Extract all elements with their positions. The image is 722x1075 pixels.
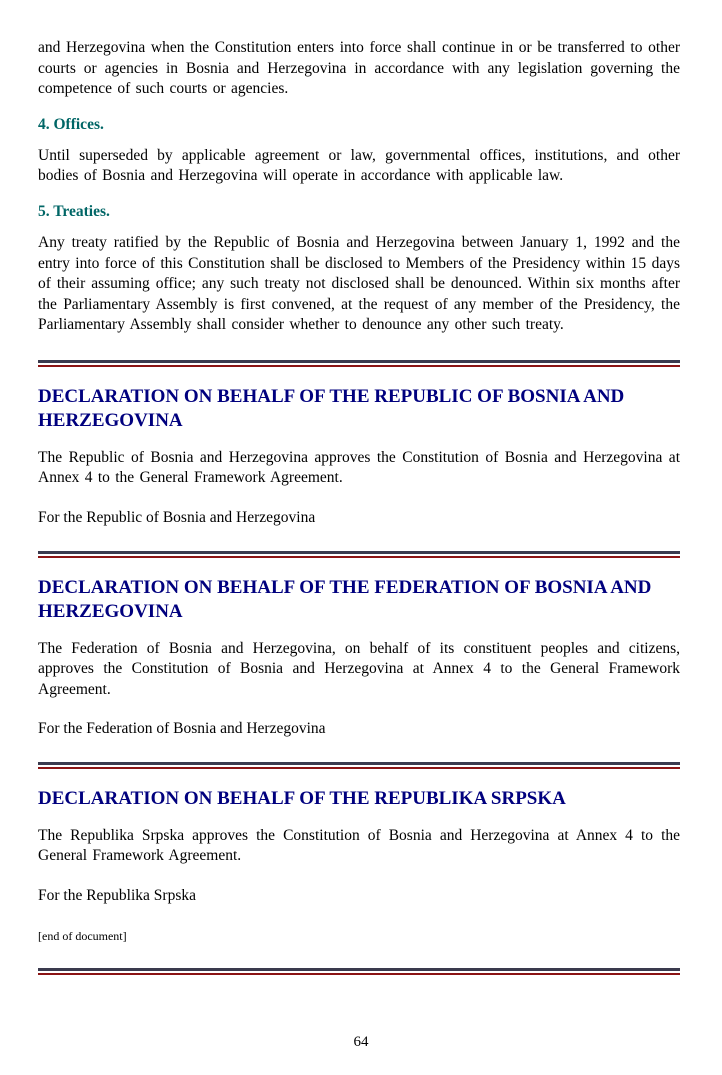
- separator-rule-maroon-line: [38, 365, 680, 367]
- section-body-treaties: Any treaty ratified by the Republic of Bosnia and Herzegovina between January 1, 1992 and the entry into force of this Constitution shall be disclosed to Members of the Presidency within 15 days of their assuming office; any such treaty not disclosed shall be denounced. Within six months after the Parliamentary Assembly is first convened, at the request of any member of the Presidency, the Parliamentary Assembly shall consider whether to denounce any other such treaty.: [38, 234, 680, 334]
- signature-line-republika-srpska: For the Republika Srpska: [38, 886, 196, 904]
- declaration-heading-federation: DECLARATION ON BEHALF OF THE FEDERATION OF BOSNIA AND HERZEGOVINA: [38, 576, 652, 623]
- signature-line-federation: For the Federation of Bosnia and Herzegovina: [38, 720, 326, 738]
- separator-rule-dark-line: [38, 551, 680, 554]
- declaration-heading-republic: DECLARATION ON BEHALF OF THE REPUBLIC OF BOSNIA AND HERZEGOVINA: [38, 386, 625, 432]
- separator-rule: [38, 968, 680, 975]
- separator-rule-dark-line: [38, 762, 680, 765]
- continuation-paragraph: and Herzegovina when the Constitution enters into force shall continue in or be transferred to other courts or agencies in Bosnia and Herzegovina in accordance with any legislation governing the competence of such courts or agencies.: [38, 39, 680, 98]
- separator-rule-maroon-line: [38, 767, 680, 769]
- separator-rule-maroon-line: [38, 973, 680, 975]
- separator-rule-dark-line: [38, 968, 680, 971]
- declaration-body-federation: The Federation of Bosnia and Herzegovina, on behalf of its constituent peoples and citizens, approves the Constitution of Bosnia and Herzegovina at Annex 4 to the General Framework Agreement.: [38, 639, 680, 698]
- separator-rule-maroon-line: [38, 556, 680, 558]
- separator-rule: [38, 762, 680, 769]
- separator-rule: [38, 360, 680, 367]
- section-heading-offices: 4. Offices.: [38, 115, 104, 133]
- end-of-document-note: [end of document]: [38, 928, 127, 943]
- section-body-offices: Until superseded by applicable agreement or law, governmental offices, institutions, and other bodies of Bosnia and Herzegovina will operate in accordance with applicable law.: [38, 146, 680, 185]
- separator-rule: [38, 551, 680, 558]
- declaration-body-republic: The Republic of Bosnia and Herzegovina approves the Constitution of Bosnia and Herzegovina at Annex 4 to the General Framework Agreement.: [38, 448, 680, 487]
- page-number: 64: [353, 1034, 369, 1050]
- declaration-heading-republika-srpska: DECLARATION ON BEHALF OF THE REPUBLIKA SRPSKA: [38, 788, 566, 810]
- section-heading-treaties: 5. Treaties.: [38, 203, 110, 221]
- separator-rule-dark-line: [38, 360, 680, 363]
- declaration-body-republika-srpska: The Republika Srpska approves the Constitution of Bosnia and Herzegovina at Annex 4 to the General Framework Agreement.: [38, 826, 680, 865]
- signature-line-republic: For the Republic of Bosnia and Herzegovina: [38, 508, 316, 526]
